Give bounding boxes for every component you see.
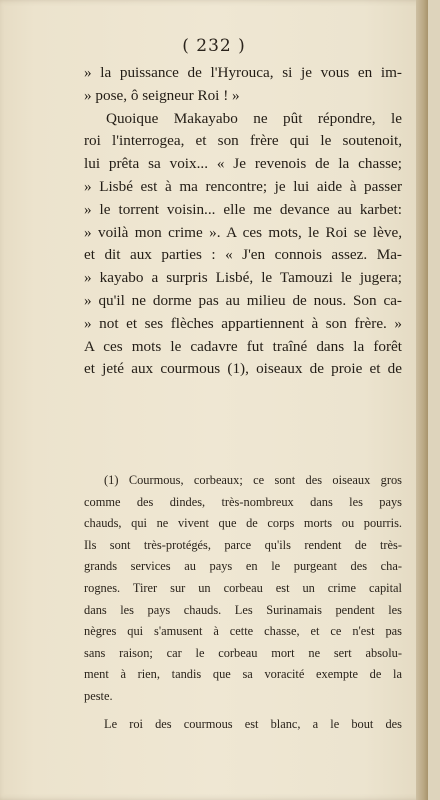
body-line: Quoique Makayabo ne pût répondre, le xyxy=(106,109,402,127)
body-line: A ces mots le cadavre fut traîné dans la forêt xyxy=(84,337,402,355)
body-line: et dit aux parties : « J'en connois assez. Ma- xyxy=(84,246,402,264)
page-number: ( 232 ) xyxy=(182,36,246,56)
body-line: lui prêta sa voix... « Je revenois de la chasse; xyxy=(84,155,402,173)
footnote-line: chauds, qui ne vivent que de corps morts ou pourris. xyxy=(84,516,402,531)
body-line: et jeté aux courmous (1), oiseaux de proie et de xyxy=(84,360,402,378)
footnote-line: Le roi des courmous est blanc, a le bout des xyxy=(104,716,402,731)
footnote-line: comme des dindes, très-nombreux dans les pays xyxy=(84,494,402,509)
footnote-line: sans raison; car le corbeau mort ne sert absolu- xyxy=(84,645,402,660)
footnote-line: dans les pays chauds. Les Surinamais pendent les xyxy=(84,602,402,617)
footnote-line: ment à rien, tandis que sa voracité exempte de la xyxy=(84,667,402,682)
body-line: » voilà mon crime ». A ces mots, le Roi se lève, xyxy=(84,223,402,241)
page-edge xyxy=(416,0,428,800)
body-line: » not et ses flèches appartiennent à son frère. » xyxy=(84,314,402,332)
body-line: » pose, ô seigneur Roi ! » xyxy=(84,86,240,104)
footnote xyxy=(84,470,402,735)
body-line: » Lisbé est à ma rencontre; je lui aide à passer xyxy=(84,177,402,195)
body-line: » le torrent voisin... elle me devance au karbet: xyxy=(84,200,402,218)
footnote-line: rognes. Tirer sur un corbeau est un crime capital xyxy=(84,580,402,595)
footnote-line: Ils sont très-protégés, parce qu'ils rendent de très- xyxy=(84,537,402,552)
footnote-line: nègres qui s'amusent à cette chasse, et ce n'est pas xyxy=(84,624,402,639)
footnote-line: peste. xyxy=(84,688,113,703)
main-text xyxy=(84,62,402,381)
footnote-line: (1) Courmous, corbeaux; ce sont des oiseaux gros xyxy=(104,473,402,487)
footnote-line: grands services au pays en le purgeant des cha- xyxy=(84,559,402,574)
body-line: » qu'il ne dorme pas au milieu de nous. Son ca- xyxy=(84,291,402,309)
body-line: » la puissance de l'Hyrouca, si je vous en im- xyxy=(84,64,402,81)
body-line: » kayabo a surpris Lisbé, le Tamouzi le jugera; xyxy=(84,269,402,287)
body-line: roi l'interrogea, et son frère qui le soutenoit, xyxy=(84,132,402,150)
